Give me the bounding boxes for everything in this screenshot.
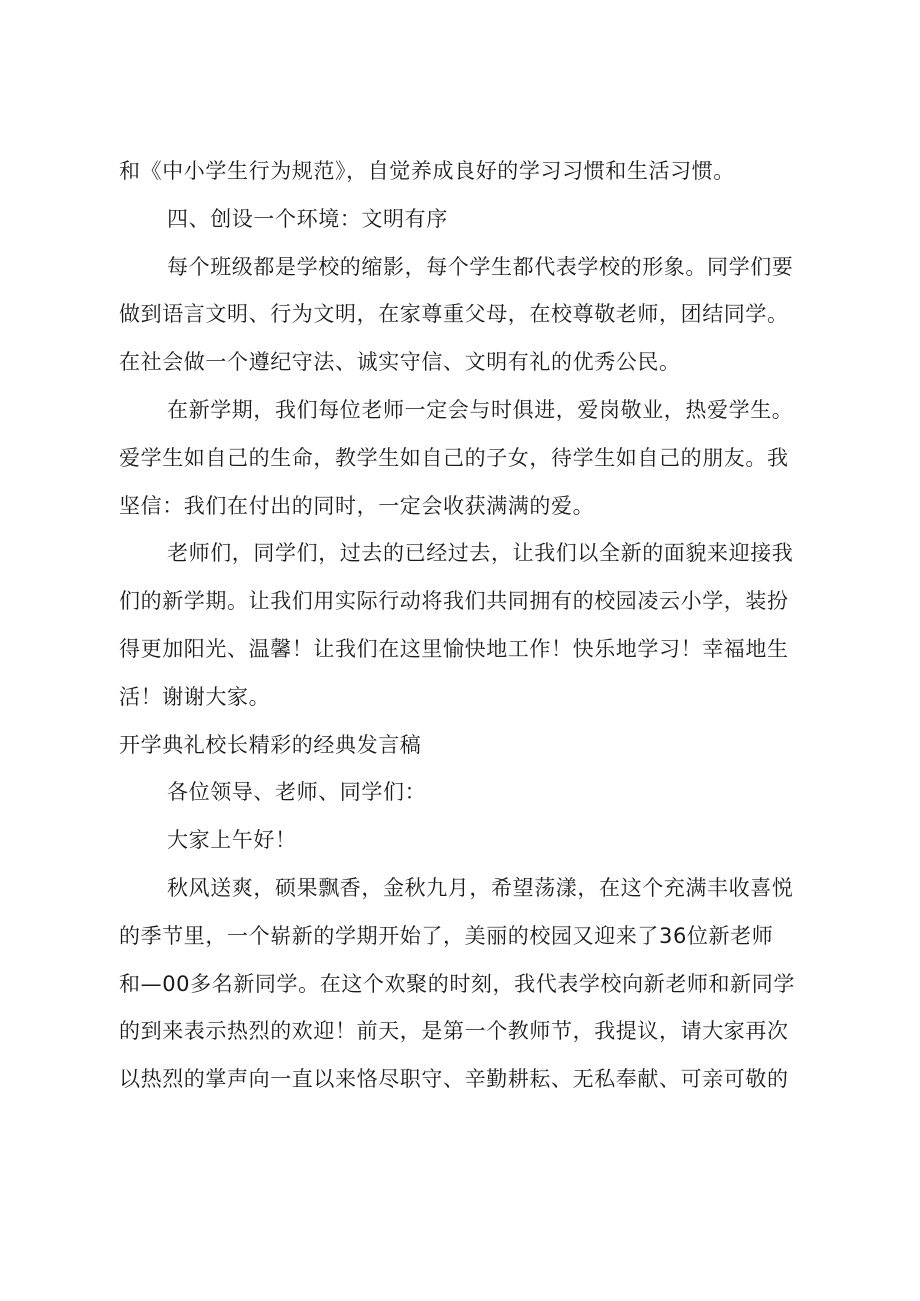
text-line: 和《中小学生行为规范》，自觉养成良好的学习习惯和生活习惯。 [119,159,735,183]
text-line: 的季节里，一个崭新的学期开始了，美丽的校园又迎来了36位新老师 [119,923,774,948]
text-line: 和—00多名新同学。在这个欢聚的时刻，我代表学校向新老师和新同学 [119,971,795,996]
paragraph-first-line: 在新学期，我们每位老师一定会与时俱进，爱岗敬业，热爱学生。 [167,397,794,422]
text-line: 爱学生如自己的生命，教学生如自己的子女，待学生如自己的朋友。我 [119,445,789,470]
text-line: 得更加阳光、温馨！让我们在这里愉快地工作！快乐地学习！幸福地生 [119,636,789,661]
paragraph-first-line: 四、创设一个环境：文明有序 [167,206,448,231]
text-line: 活！谢谢大家。 [119,684,271,709]
paragraph-first-line: 老师们，同学们，过去的已经过去，让我们以全新的面貌来迎接我 [167,541,794,566]
paragraph-first-line: 大家上午好！ [167,828,297,853]
paragraph-first-line: 每个班级都是学校的缩影，每个学生都代表学校的形象。同学们要 [167,254,794,279]
paragraph-first-line: 秋风送爽，硕果飘香，金秋九月，希望荡漾，在这个充满丰收喜悦 [167,875,794,900]
text-line: 们的新学期。让我们用实际行动将我们共同拥有的校园凌云小学，装扮 [119,589,789,614]
text-line: 以热烈的掌声向一直以来恪尽职守、辛勤耕耘、无私奉献、可亲可敬的 [119,1067,789,1092]
text-line: 在社会做一个遵纪守法、诚实守信、文明有礼的优秀公民。 [119,350,681,375]
text-line: 坚信：我们在付出的同时，一定会收获满满的爱。 [119,493,595,518]
text-line: 开学典礼校长精彩的经典发言稿 [119,732,422,757]
document-body [119,148,829,1104]
paragraph-first-line: 各位领导、老师、同学们： [167,780,427,805]
text-line: 做到语言文明、行为文明，在家尊重父母，在校尊敬老师，团结同学。 [119,302,789,327]
text-line: 的到来表示热烈的欢迎！前天，是第一个教师节，我提议，请大家再次 [119,1019,789,1044]
